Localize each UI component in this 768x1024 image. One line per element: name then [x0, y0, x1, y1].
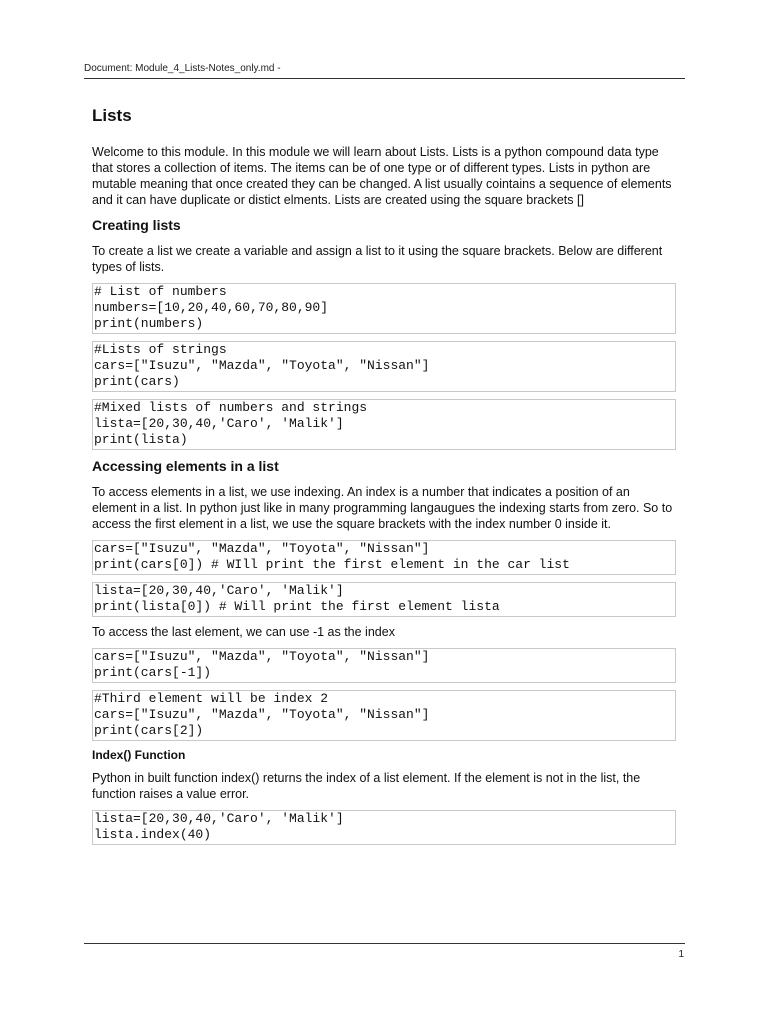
code-line: lista=[20,30,40,'Caro', 'Malik'] [94, 811, 344, 826]
code-line: # List of numbers [94, 284, 227, 299]
code-block [92, 582, 676, 617]
index-function-code-group [92, 810, 676, 845]
section-heading-creating-lists: Creating lists [92, 217, 181, 233]
code-line: cars=["Isuzu", "Mazda", "Toyota", "Nissan"] [94, 707, 430, 722]
code-block [92, 540, 676, 575]
code-line: lista=[20,30,40,'Caro', 'Malik'] [94, 416, 344, 431]
creating-code-group [92, 283, 676, 450]
code-line: #Lists of strings [94, 342, 227, 357]
header-divider [84, 78, 685, 79]
code-block [92, 341, 676, 392]
code-line: print(lista) [94, 432, 188, 447]
page-title: Lists [92, 106, 132, 125]
section-heading-accessing-elements: Accessing elements in a list [92, 458, 279, 474]
intro-paragraph: Welcome to this module. In this module we will learn about Lists. Lists is a python compound data type that stores a collection of items. The items can be of one type or of different types. Lists in python are mutable meaning that once created they can be changed. A list usually cointains a sequence of elements and it can have duplicate or distict elments. Lists are created using the square brackets [] [92, 145, 672, 207]
code-line: print(cars[-1]) [94, 665, 212, 680]
code-block [92, 648, 676, 683]
creating-lists-paragraph: To create a list we create a variable and assign a list to it using the square brackets. Below are different types of lists. [92, 244, 663, 274]
accessing-elements-paragraph: To access elements in a list, we use indexing. An index is a number that indicates a position of an element in a list. In python just like in many programming langaugues the indexing starts from zero. So to access the first element in a list, we use the square brackets with the index number 0 inside it. [92, 485, 673, 531]
last-element-paragraph: To access the last element, we can use -1 as the index [92, 625, 395, 639]
code-line: #Third element will be index 2 [94, 691, 329, 706]
document-header: Document: Module_4_Lists-Notes_only.md - [84, 63, 281, 74]
code-line: print(lista[0]) # Will print the first element lista [94, 599, 500, 614]
footer-divider [84, 943, 685, 944]
code-line: cars=["Isuzu", "Mazda", "Toyota", "Nissan"] [94, 649, 430, 664]
code-line: print(numbers) [94, 316, 204, 331]
code-line: #Mixed lists of numbers and strings [94, 400, 368, 415]
code-block [92, 399, 676, 450]
page-number: 1 [678, 949, 684, 960]
code-line: lista.index(40) [94, 827, 212, 842]
code-line: lista=[20,30,40,'Caro', 'Malik'] [94, 583, 344, 598]
code-block [92, 810, 676, 845]
code-line: cars=["Isuzu", "Mazda", "Toyota", "Nissan"] [94, 358, 430, 373]
section-heading-index-function: Index() Function [92, 748, 186, 762]
code-block [92, 283, 676, 334]
last-element-code-group [92, 648, 676, 741]
code-block [92, 690, 676, 741]
document-body [92, 103, 676, 852]
code-line: print(cars) [94, 374, 180, 389]
code-line: cars=["Isuzu", "Mazda", "Toyota", "Nissan"] [94, 541, 430, 556]
code-line: print(cars[2]) [94, 723, 204, 738]
index-function-paragraph: Python in built function index() returns the index of a list element. If the element is not in the list, the function raises a value error. [92, 771, 641, 801]
code-line: numbers=[10,20,40,60,70,80,90] [94, 300, 329, 315]
accessing-code-group [92, 540, 676, 617]
code-line: print(cars[0]) # WIll print the first element in the car list [94, 557, 570, 572]
